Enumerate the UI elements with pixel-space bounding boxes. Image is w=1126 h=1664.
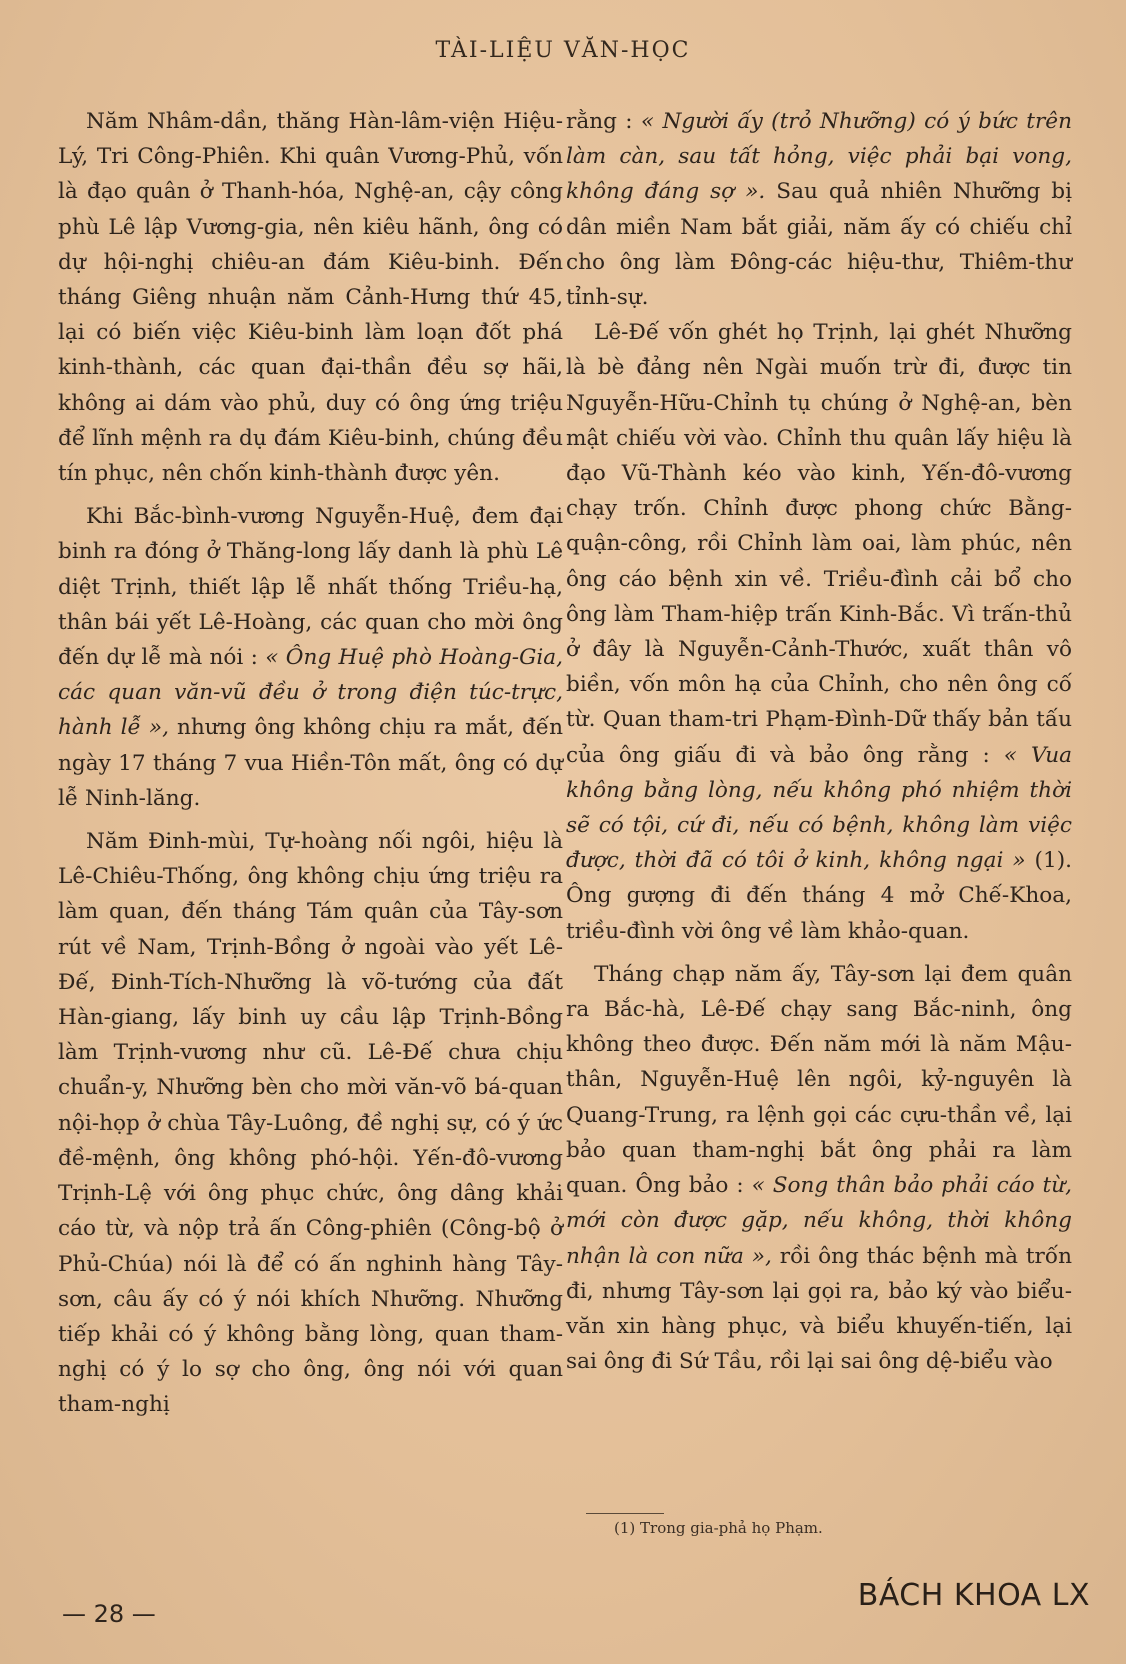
quote: « Vua không bằng lòng, nếu không phó nhiệm thời sẽ có tội, cứ đi, nếu có bệnh, không làm việc được, thời đã có tôi ở kinh, không ngại »	[566, 742, 1072, 874]
paragraph-text: (1). Ông gượng đi đến tháng 4 mở Chế-Khoa, triều-đình vời ông về làm khảo-quan.	[566, 848, 1072, 944]
right-column	[566, 104, 1072, 1379]
quote: « Song thân bảo phải cáo từ, mới còn được gặp, nếu không, thời không nhận là con nữa »,	[566, 1173, 1072, 1269]
paragraph	[566, 957, 1072, 1379]
paragraph	[58, 499, 563, 816]
paragraph-text: rằng :	[566, 109, 633, 134]
paragraph: Năm Nhâm-dần, thăng Hàn-lâm-viện Hiệu-Lý, Tri Công-Phiên. Khi quân Vương-Phủ, vốn là đạo quân ở Thanh-hóa, Nghệ-an, cậy công phù Lê lập Vương-gia, nên kiêu hãnh, ông có dự hội-nghị chiêu-an đám Kiêu-binh. Đến tháng Giêng nhuận năm Cảnh-Hưng thứ 45, lại có biến việc Kiêu-binh làm loạn đốt phá kinh-thành, các quan đại-thần đều sợ hãi, không ai dám vào phủ, duy có ông ứng triệu để lĩnh mệnh ra dụ đám Kiêu-binh, chúng đều tín phục, nên chốn kinh-thành được yên.	[58, 109, 563, 487]
paragraph-text: Tháng chạp năm ấy, Tây-sơn lại đem quân ra Bắc-hà, Lê-Đế chạy sang Bắc-ninh, ông không theo được. Đến năm mới là năm Mậu-thân, Nguyễn-Huệ lên ngôi, kỷ-nguyên là Quang-Trung, ra lệnh gọi các cựu-thần về, lại bảo quan tham-nghị bắt ông phải ra làm quan. Ông bảo :	[566, 961, 1072, 1199]
page-number: — 28 —	[62, 1600, 156, 1628]
quote: « Người ấy (trỏ Nhưỡng) có ý bức trên làm càn, sau tất hỏng, việc phải bại vong, không đáng sợ ».	[566, 109, 1072, 205]
paragraph-text: Sau quả nhiên Nhưỡng bị dân miền Nam bắt giải, năm ấy có chiếu chỉ cho ông làm Đông-các hiệu-thư, Thiêm-thư tỉnh-sự.	[566, 179, 1072, 311]
paragraph-text: Lê-Đế vốn ghét họ Trịnh, lại ghét Nhưỡng là bè đảng nên Ngài muốn trừ đi, được tin Nguyễn-Hữu-Chỉnh tụ chúng ở Nghệ-an, bèn mật chiếu vời vào. Chỉnh thu quân lấy hiệu là đạo Vũ-Thành kéo vào kinh, Yến-đô-vương chạy trốn. Chỉnh được phong chức Bằng-quận-công, rồi Chỉnh làm oai, làm phúc, nên ông cáo bệnh xin về. Triều-đình cải bổ cho ông làm Tham-hiệp trấn Kinh-Bắc. Vì trấn-thủ ở đây là Nguyễn-Cảnh-Thước, xuất thân vô biền, vốn môn hạ của Chỉnh, cho nên ông cố từ. Quan tham-tri Phạm-Đình-Dữ thấy bản tấu của ông giấu đi và bảo ông rằng :	[566, 320, 1072, 768]
footnote: (1) Trong gia-phả họ Phạm.	[614, 1519, 823, 1537]
paragraph	[566, 104, 1072, 315]
running-header: TÀI-LIỆU VĂN-HỌC	[435, 38, 691, 63]
paragraph: Năm Đinh-mùi, Tự-hoàng nối ngôi, hiệu là Lê-Chiêu-Thống, ông không chịu ứng triệu ra làm quan, đến tháng Tám quân của Tây-sơn rút về Nam, Trịnh-Bồng ở ngoài vào yết Lê-Đế, Đinh-Tích-Nhưỡng là võ-tướng của đất Hàn-giang, lấy binh uy cầu lập Trịnh-Bồng làm Trịnh-vương như cũ. Lê-Đế chưa chịu chuẩn-y, Nhưỡng bèn cho mời văn-võ bá-quan nội-họp ở chùa Tây-Luông, đề nghị sự, có ý ức đề-mệnh, ông không phó-hội. Yến-đô-vương Trịnh-Lệ với ông phục chức, ông dâng khải cáo từ, và nộp trả ấn Công-phiên (Công-bộ ở Phủ-Chúa) nói là để có ấn nghinh hàng Tây-sơn, câu ấy có ý nói khích Nhưỡng. Nhưỡng tiếp khải có ý không bằng lòng, quan tham-nghị có ý lo sợ cho ông, ông nói với quan tham-nghị	[58, 829, 563, 1418]
paragraph-text: rồi ông thác bệnh mà trốn đi, nhưng Tây-sơn lại gọi ra, bảo ký vào biểu-văn xin hàng phục, và biểu khuyến-tiến, lại sai ông đi Sứ Tầu, rồi lại sai ông dệ-biểu vào	[566, 1243, 1072, 1375]
journal-title: BÁCH KHOA LX	[857, 1578, 1090, 1613]
paragraph-text: Khi Bắc-bình-vương Nguyễn-Huệ, đem đại binh ra đóng ở Thăng-long lấy danh là phù Lê diệt Trịnh, thiết lập lễ nhất thống Triều-hạ, thân bái yết Lê-Hoàng, các quan cho mời ông đến dự lễ mà nói :	[58, 504, 563, 671]
paragraph-text: nhưng ông không chịu ra mắt, đến ngày 17 tháng 7 vua Hiền-Tôn mất, ông có dự lễ Ninh-lăng.	[58, 715, 564, 811]
quote: « Ông Huệ phò Hoàng-Gia, các quan văn-vũ đều ở trong điện túc-trực, hành lễ »,	[58, 645, 563, 741]
footnote-divider	[586, 1513, 664, 1514]
paragraph	[566, 315, 1072, 949]
left-column	[58, 104, 563, 1423]
